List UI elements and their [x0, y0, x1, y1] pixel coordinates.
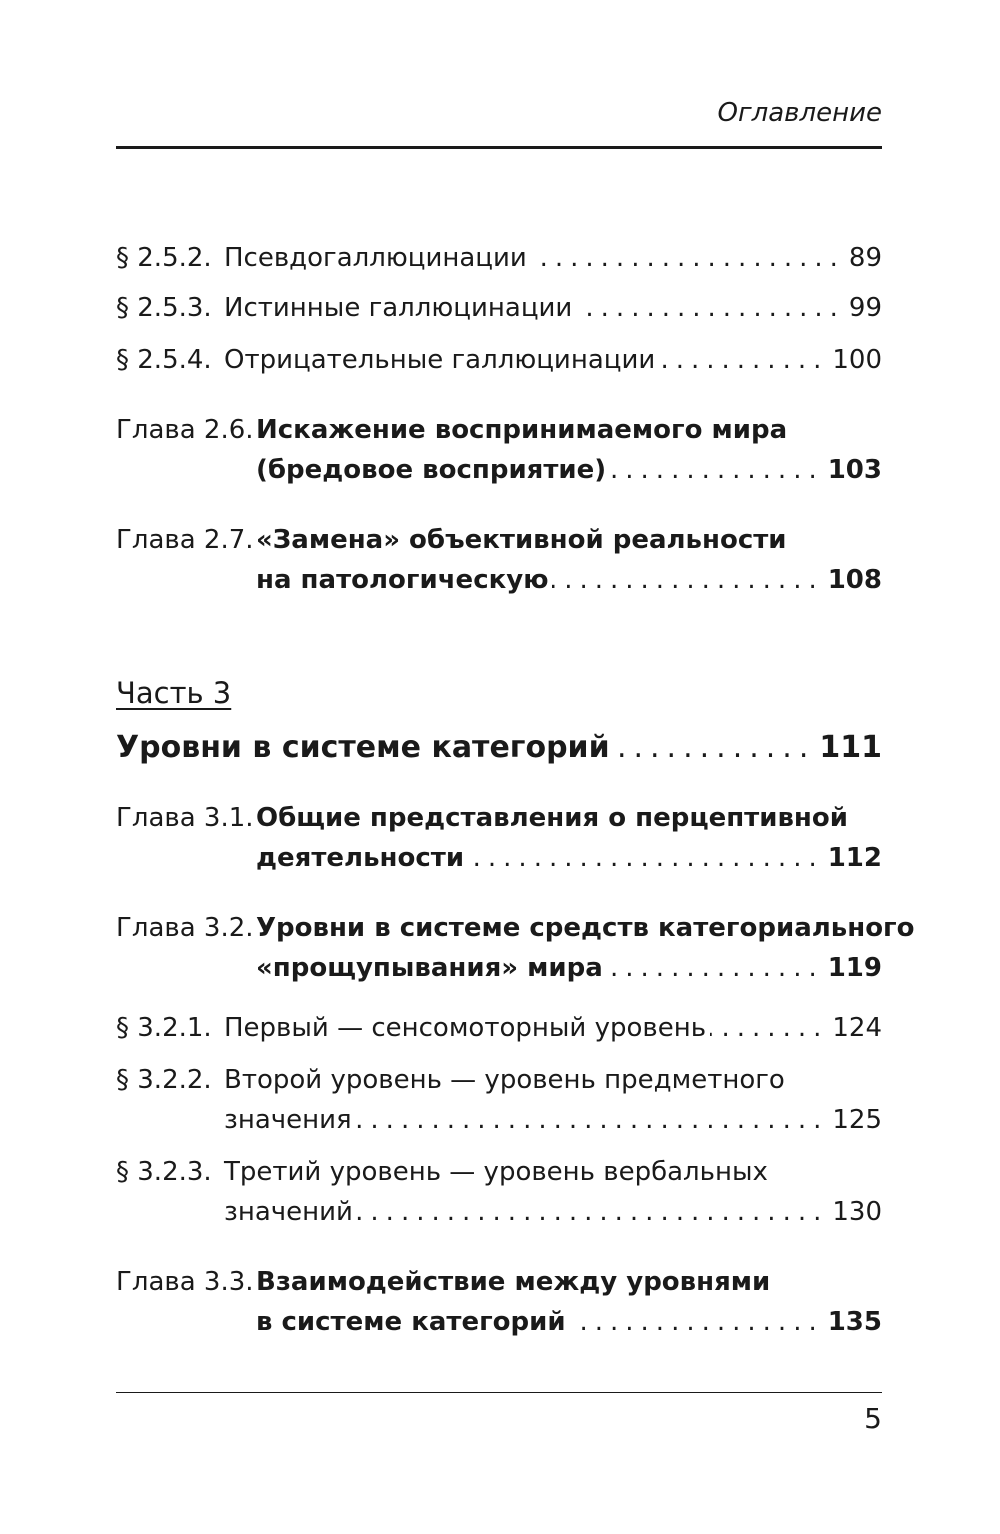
part-page-number: 111: [819, 730, 882, 765]
dot-leader: [357, 1192, 828, 1232]
toc-entry-title: (бредовое восприятие): [256, 455, 607, 485]
toc-page-number: 135: [827, 1307, 882, 1337]
toc-entry-title: Истинные галлюцинации: [224, 293, 573, 323]
part-label: Часть 3: [116, 676, 232, 710]
toc-entry-number: Глава 3.2.: [116, 913, 254, 943]
toc-entry-number: § 3.2.1.: [116, 1013, 212, 1043]
toc-entry-number: § 3.2.3.: [116, 1157, 212, 1187]
toc-entry-title: Отрицательные галлюцинации: [224, 345, 656, 375]
dot-leader: [610, 450, 824, 490]
dot-leader: [607, 948, 824, 988]
toc-entry-title: значения: [224, 1105, 352, 1135]
toc-entry-title: Псевдогаллюцинации: [224, 243, 527, 273]
part-title-entry[interactable]: [116, 728, 882, 768]
toc-page-number: 124: [832, 1013, 882, 1043]
top-rule: [116, 146, 882, 149]
toc-entry-number: § 3.2.2.: [116, 1065, 212, 1095]
toc-page-number: 99: [848, 293, 882, 323]
toc-page-number: 112: [827, 843, 882, 873]
dot-leader: [552, 560, 823, 600]
bottom-rule: [116, 1392, 882, 1393]
toc-entry-number: Глава 2.6.: [116, 415, 254, 445]
page-number: 5: [864, 1402, 882, 1435]
toc-page-number: 125: [832, 1105, 882, 1135]
dot-leader: [614, 728, 816, 768]
toc-entry-title: деятельности: [256, 843, 465, 873]
toc-page-number: 108: [827, 565, 882, 595]
toc-entry-title: Второй уровень — уровень предметного: [224, 1065, 785, 1095]
toc-page-number: 100: [832, 345, 882, 375]
toc-entry-title: значений: [224, 1197, 353, 1227]
toc-entry-number: Глава 2.7.: [116, 525, 254, 555]
dot-leader: [570, 1302, 824, 1342]
dot-leader: [356, 1100, 829, 1140]
toc-entry-number: § 2.5.4.: [116, 345, 212, 375]
toc-page-number: 119: [827, 953, 882, 983]
toc-entry-title: Искажение воспринимаемого мира: [256, 415, 788, 445]
toc-entry-title: «Замена» объективной реальности: [256, 525, 787, 555]
toc-entry-number: § 2.5.2.: [116, 243, 212, 273]
toc-entry-title: на патологическую: [256, 565, 549, 595]
toc-page-number: 89: [848, 243, 882, 273]
toc-entry-title: Общие представления о перцептивной: [256, 803, 848, 833]
toc-entry-title: в системе категорий: [256, 1307, 566, 1337]
toc-entry-number: Глава 3.1.: [116, 803, 254, 833]
toc-entry-number: Глава 3.3.: [116, 1267, 254, 1297]
dot-leader: [710, 1008, 828, 1048]
toc-entry-title: Уровни в системе средств категориального: [256, 913, 915, 943]
toc-entry-title: Третий уровень — уровень вербальных: [224, 1157, 768, 1187]
dot-leader: [659, 340, 828, 380]
toc-entry-title: «прощупывания» мира: [256, 953, 603, 983]
toc-page-number: 130: [832, 1197, 882, 1227]
toc-entry-title: Первый — сенсомоторный уровень: [224, 1013, 707, 1043]
toc-page-number: 103: [827, 455, 882, 485]
dot-leader: [531, 238, 845, 278]
running-head: Оглавление: [717, 98, 882, 128]
dot-leader: [576, 288, 845, 328]
toc-entry-number: § 2.5.3.: [116, 293, 212, 323]
toc-entry-title: Взаимодействие между уровнями: [256, 1267, 771, 1297]
dot-leader: [468, 838, 824, 878]
part-title: Уровни в системе категорий: [116, 730, 610, 765]
